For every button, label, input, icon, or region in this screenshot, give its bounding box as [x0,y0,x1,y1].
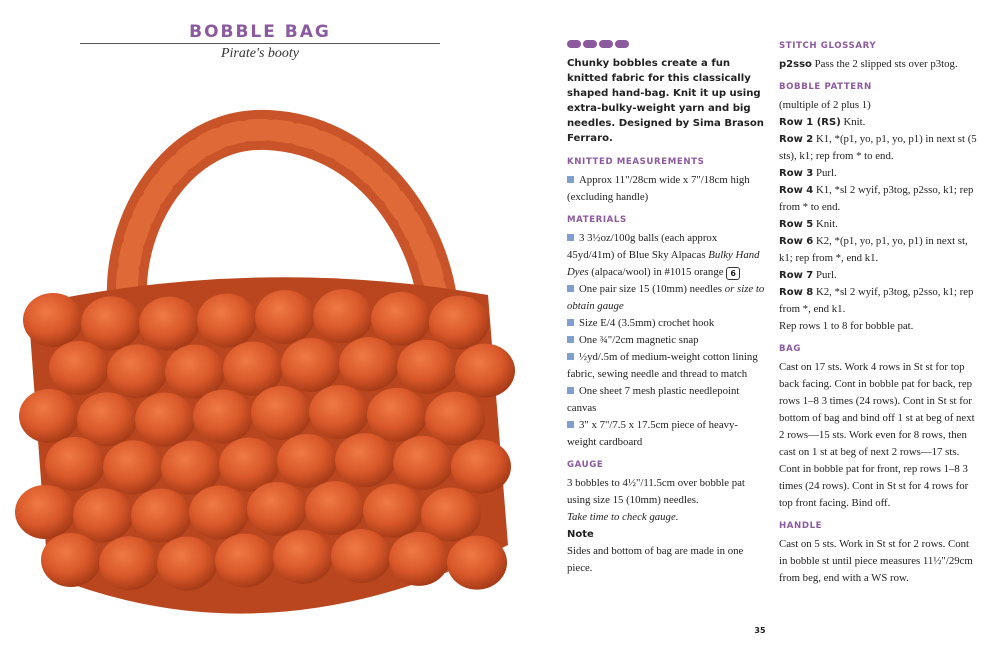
pattern-row: Row 6 K2, *(p1, yo, p1, yo, p1) in next st, k1; rep from *, end k1. [779,235,968,264]
bobble-shape [397,340,457,394]
bobble-shape [215,534,275,588]
pattern-row: Row 4 K1, *sl 2 wyif, p3tog, p2sso, k1; rep from * to end. [779,184,974,213]
bobble-shape [363,484,423,538]
bobble-shape [389,532,449,586]
note-text: Sides and bottom of bag are made in one piece. [567,545,744,574]
intro-text: Chunky bobbles create a fun knitted fabric for this classically shaped hand-bag. Knit it up using extra-bulky-weight yarn and big needles. Designed by Sima Brason Ferraro. [567,58,764,144]
materials-heading: MATERIALS [567,215,627,225]
gauge-text: 3 bobbles to 4½"/11.5cm over bobble pat using size 15 (10mm) needles. [567,477,745,506]
material-item: 3" x 7"/7.5 x 17.5cm piece of heavy-weight cardboard [567,419,739,448]
pattern-row: Row 8 K2, *sl 2 wyif, p3tog, p2sso, k1; rep from *, end k1. [779,286,974,315]
bobble-shape [367,388,427,442]
bobble-shape [309,385,369,439]
bobble-shape [421,488,481,542]
bobble-shape [197,294,257,348]
bobble-shape [455,344,515,398]
bobble-shape [313,289,373,343]
pattern-row: Row 3 Purl. [779,167,837,179]
bobble-shape [339,337,399,391]
pattern-row: Row 7 Purl. [779,269,837,281]
bag-heading: BAG [779,344,802,354]
bobble-shape [15,485,75,539]
bobble-shape [429,296,489,350]
measurements-heading: KNITTED MEASUREMENTS [567,157,705,167]
page-subtitle: Pirate's booty [220,46,300,61]
material-item: One sheet 7 mesh plastic needlepoint canvas [567,385,740,414]
page-number: 35 [754,626,766,635]
material-yarn: 3 3½oz/100g balls (each approx 45yd/41m) of Blue Sky Alpacas Bulky Hand Dyes (alpaca/wool) in #1015 orange 6 [567,232,760,278]
gauge-italic: Take time to check gauge. [567,511,679,523]
bobble-shape [331,529,391,583]
bobble-shape [189,486,249,540]
handle-text: Cast on 5 sts. Work in St st for 2 rows. Cont in bobble st until piece measures 11½"/29cm from beg, end with a WS row. [779,538,973,584]
bobble-shape [305,481,365,535]
bobble-shape [23,293,83,347]
bobble-shape [281,338,341,392]
material-item: Size E/4 (3.5mm) crochet hook [567,315,767,332]
material-item: ½yd/.5m of medium-weight cotton lining fabric, sewing needle and thread to match [567,351,758,380]
bobble-shape [45,437,105,491]
bobble-shape [447,536,507,590]
bobble-shape [451,440,511,494]
bobble-shape [73,488,133,542]
gauge-heading: GAUGE [567,460,604,470]
yarn-weight-icon: 6 [726,267,740,280]
measurement-item: Approx 11"/28cm wide x 7"/18cm high (excluding handle) [567,174,750,203]
bobble-shape [157,537,217,591]
bobble-shape [77,392,137,446]
pattern-row: Row 2 K1, *(p1, yo, p1, yo, p1) in next st (5 sts), k1; rep from * to end. [779,133,977,162]
bobble-shape [247,482,307,536]
pattern-row: Row 5 Knit. [779,218,838,230]
bobble-shape [371,292,431,346]
bobble-bag-photo [8,105,518,640]
bobble-shape [99,536,159,590]
section-marker [567,40,767,50]
bobble-shape [139,297,199,351]
glossary-heading: STITCH GLOSSARY [779,41,877,51]
bag-text: Cast on 17 sts. Work 4 rows in St st for top back facing. Cont in bobble pat for back, rep rows 1–8 3 times (24 rows). Cont in St st for bottom of bag and bind off 1 st at beg of next 2 rows—15 sts. Work even for 8 rows, then cast on 1 st at beg of next 2 rows—17 sts. Cont in bobble pat for front, rep rows 1–8 3 times (24 rows). Cont in St st for 4 rows for top front facing. Bind off. [779,361,975,509]
bobble-shape [335,433,395,487]
bobble-multiple: (multiple of 2 plus 1) [779,99,871,111]
material-item: One ¾"/2cm magnetic snap [567,332,767,349]
bobble-shape [251,386,311,440]
glossary-entry: p2sso Pass the 2 slipped sts over p3tog. [779,58,958,70]
bobble-shape [81,296,141,350]
bobble-heading: BOBBLE PATTERN [779,82,872,92]
bobble-shape [273,530,333,584]
bobble-shape [103,440,163,494]
note-label: Note [567,529,594,540]
bobble-shape [49,341,109,395]
pattern-repeat: Rep rows 1 to 8 for bobble pat. [779,320,914,332]
pattern-row: Row 1 (RS) Knit. [779,116,866,128]
bobble-shape [19,389,79,443]
handle-heading: HANDLE [779,521,823,531]
bobble-shape [277,434,337,488]
material-needles: One pair size 15 (10mm) needles or size to obtain gauge [567,283,765,312]
bobble-shape [131,489,191,543]
column-right [779,40,977,587]
bobble-shape [255,290,315,344]
bobble-shape [107,344,167,398]
column-left [567,40,767,577]
bobble-shape [135,393,195,447]
bobble-shape [393,436,453,490]
bobble-shape [193,390,253,444]
page-title: BOBBLE BAG [189,22,331,42]
bobble-shape [41,533,101,587]
bobble-shape [425,392,485,446]
title-rule [80,43,440,44]
